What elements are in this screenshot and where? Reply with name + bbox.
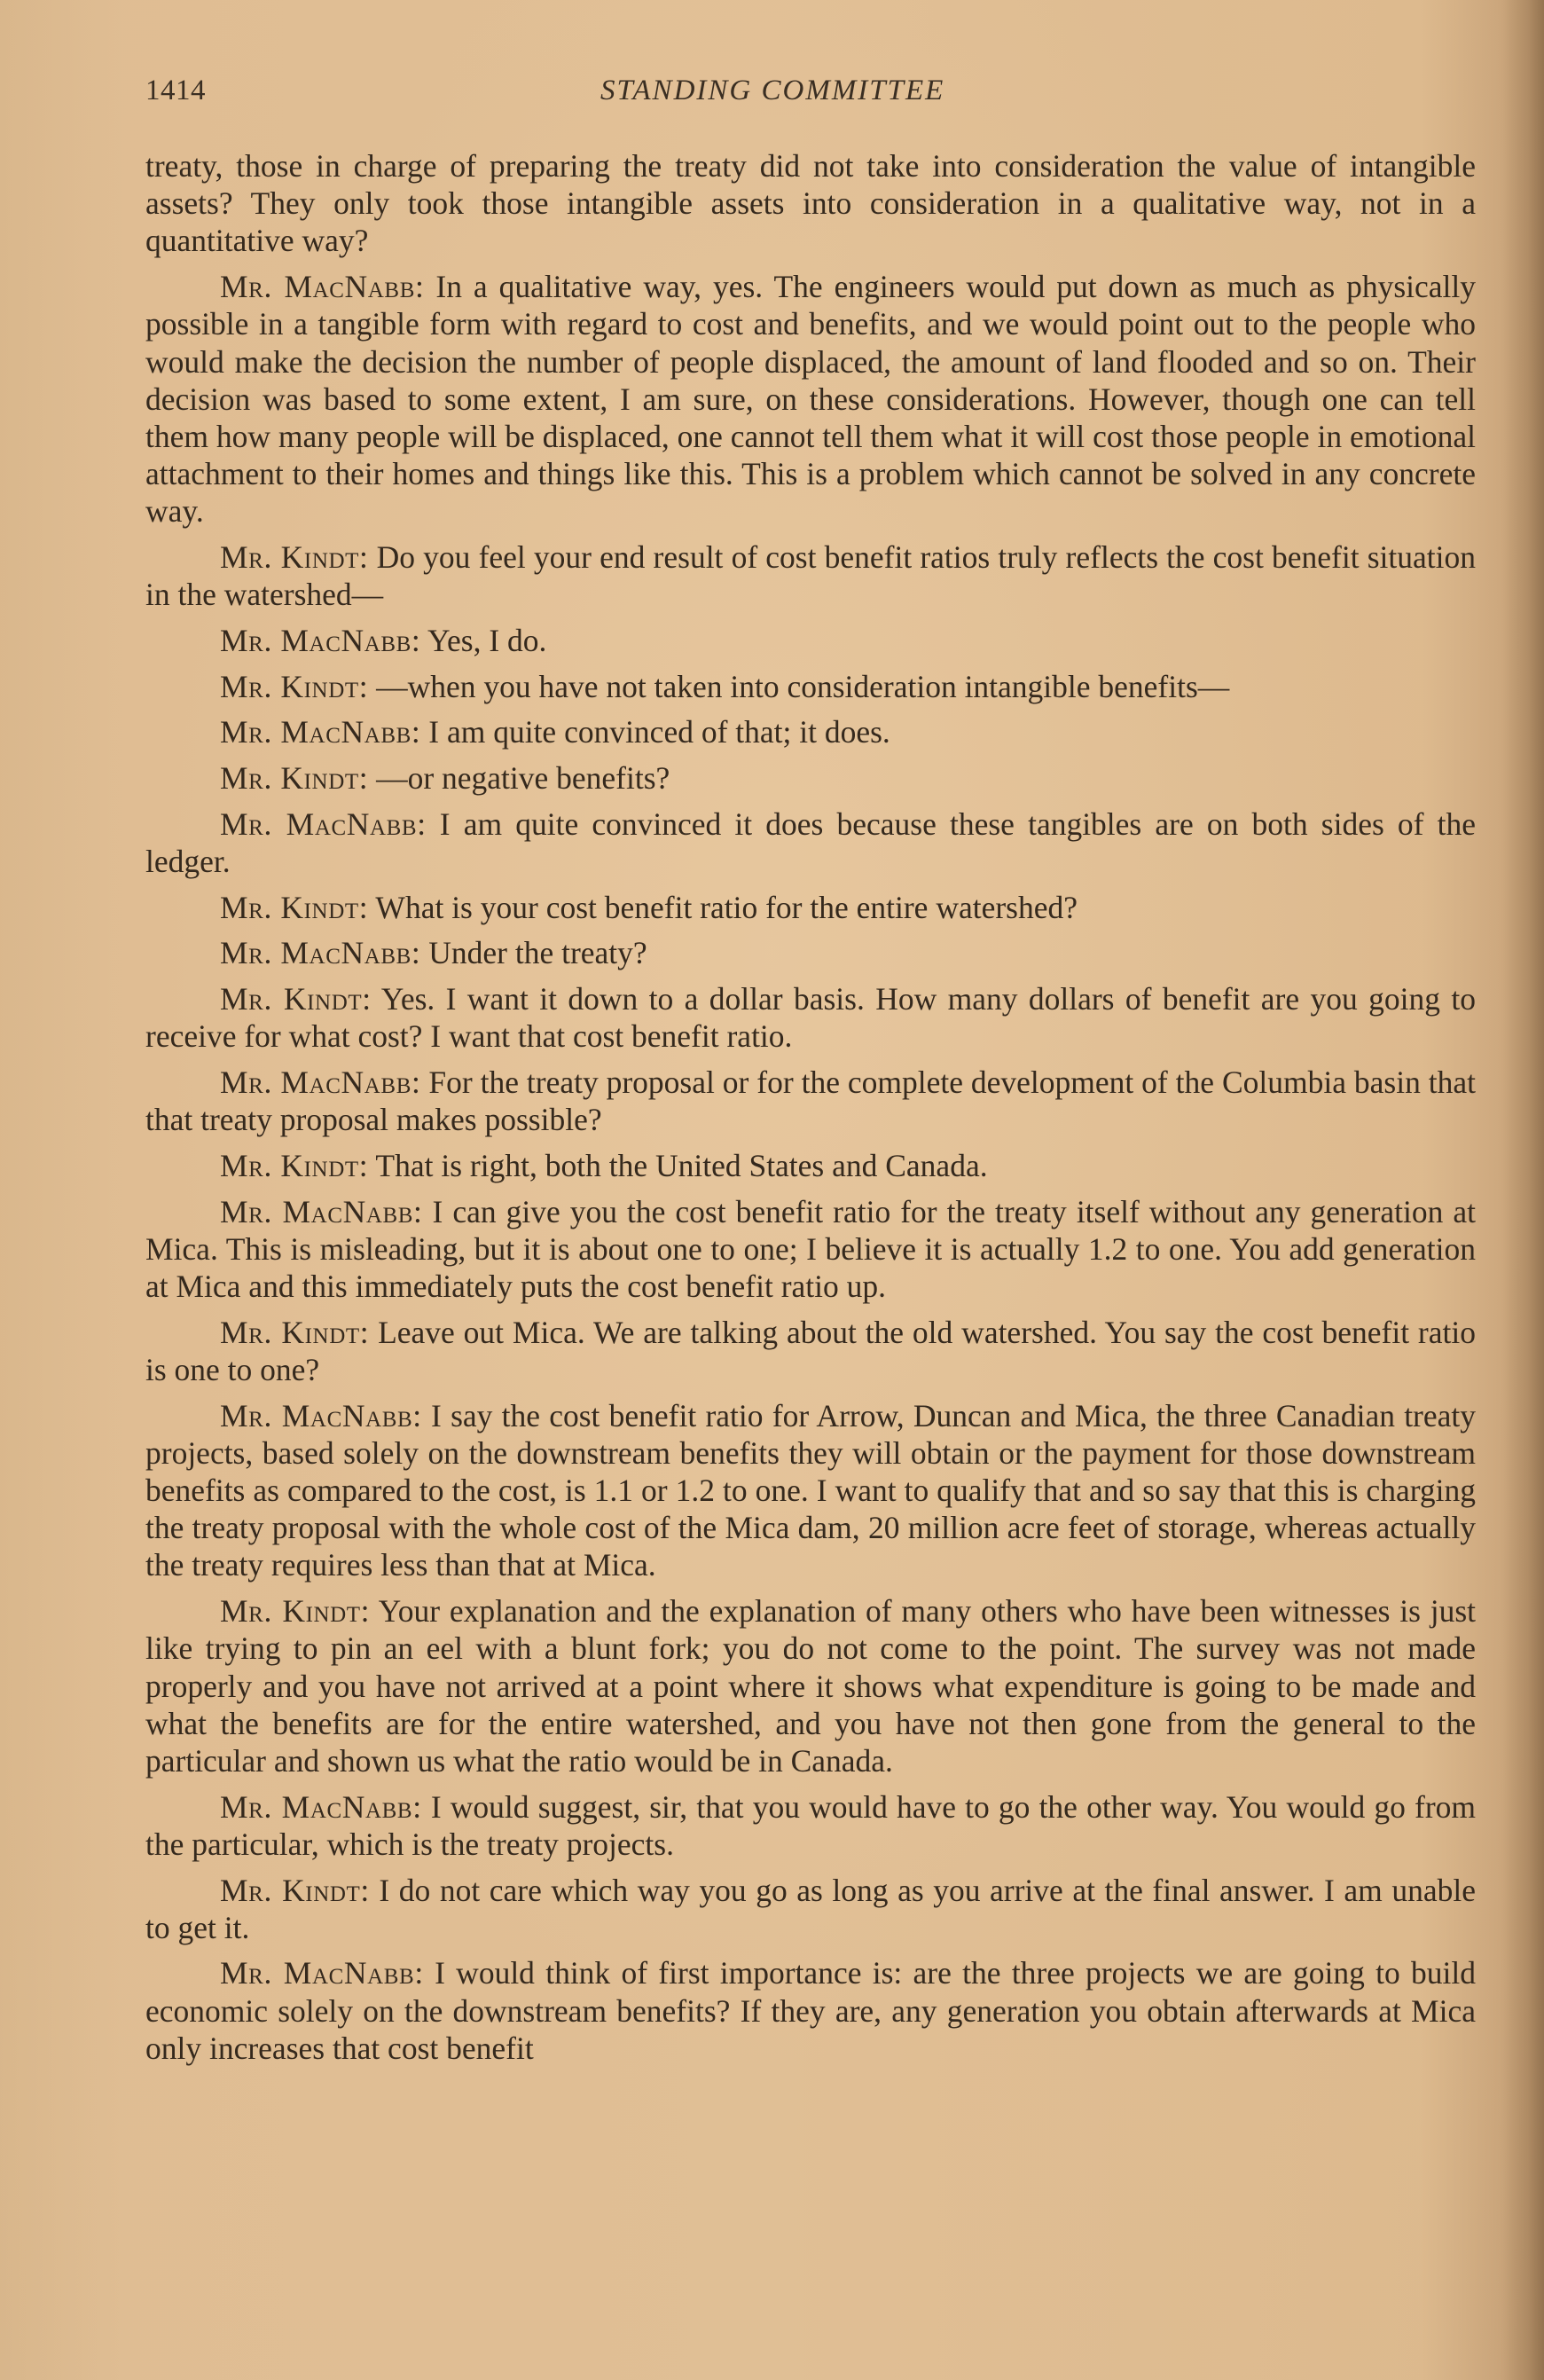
paragraph-text: Yes. I want it down to a dollar basis. How many dollars of benefit are you going to receive for what cost? I want that cost benefit ratio. [145, 981, 1476, 1055]
paragraph-text: Under the treaty? [420, 935, 647, 971]
page-header [145, 75, 1476, 119]
speaker-name: Mr. MacNabb: [220, 1193, 423, 1229]
speaker-name: Mr. MacNabb: [220, 1788, 422, 1825]
paragraph-text: Do you feel your end result of cost benefit ratios truly reflects the cost benefit situation in the watershed— [145, 539, 1476, 613]
speaker-name: Mr. MacNabb: [220, 935, 421, 971]
paragraph [145, 1954, 1476, 2067]
running-head: STANDING COMMITTEE [600, 75, 945, 106]
speaker-name: Mr. Kindt: [220, 1872, 370, 1908]
paragraph-text: —or negative benefits? [368, 760, 670, 797]
paragraph [145, 980, 1476, 1055]
paragraph-text: I would suggest, sir, that you would have to go the other way. You would go from the particular, which is the treaty projects. [145, 1788, 1477, 1862]
speaker-name: Mr. Kindt: [220, 668, 369, 704]
paragraph [145, 268, 1476, 530]
paragraph-text: I am quite convinced of that; it does. [420, 714, 890, 750]
paragraph [145, 1147, 1476, 1184]
paragraph [145, 1397, 1476, 1584]
speaker-name: Mr. MacNabb: [220, 1397, 422, 1433]
paragraph-text: —when you have not taken into consideration intangible benefits— [368, 668, 1230, 704]
paragraph-text: I do not care which way you go as long as you arrive at the final answer. I am unable to get it. [145, 1872, 1476, 1945]
speaker-name: Mr. Kindt: [220, 1314, 370, 1350]
speaker-name: Mr. Kindt: [220, 760, 369, 797]
paragraph [145, 1592, 1476, 1779]
speaker-name: Mr. MacNabb: [220, 805, 427, 842]
speaker-name: Mr. Kindt: [220, 889, 369, 925]
page-number: 1414 [145, 75, 206, 106]
paragraph [145, 759, 1476, 797]
paragraph-text: I can give you the cost benefit ratio for the treaty itself without any generation at Mica. This is misleading, but it is about one to one; I believe it is actually 1.2 to one. You add generation at Mica and this immediately puts the cost benefit ratio up. [145, 1193, 1477, 1304]
speaker-name: Mr. MacNabb: [220, 622, 421, 658]
paragraph-text: That is right, both the United States and Canada. [368, 1147, 988, 1183]
paragraph [145, 1788, 1476, 1863]
paragraph [145, 805, 1476, 880]
paragraph-text: Your explanation and the explanation of many others who have been witnesses is just like trying to pin an eel with a blunt fork; you do not come to the point. The survey was not made properly and you have not arrived at a point where it shows what expenditure is going to be made and what the benefits are for the entire watershed, and you have not then gone from the general to the particular and shown us what the ratio would be in Canada. [145, 1593, 1476, 1779]
paragraph-text: For the treaty proposal or for the complete development of the Columbia basin that that treaty proposal makes possible? [145, 1064, 1476, 1138]
paragraph [145, 147, 1476, 260]
paragraph-text: I say the cost benefit ratio for Arrow, Duncan and Mica, the three Canadian treaty projects, based solely on the downstream benefits they will obtain or the payment for those downstream benefits as compared to the cost, is 1.1 or 1.2 to one. I want to qualify that and so say that this is charging the treaty proposal with the whole cost of the Mica dam, 20 million acre feet of storage, whereas actually the treaty requires less than that at Mica. [145, 1397, 1477, 1583]
speaker-name: Mr. Kindt: [220, 981, 372, 1017]
paragraph [145, 668, 1476, 705]
paragraph [145, 934, 1476, 971]
speaker-name: Mr. MacNabb: [220, 1955, 424, 1991]
paragraph [145, 1193, 1476, 1306]
paragraph [145, 622, 1476, 659]
speaker-name: Mr. MacNabb: [220, 269, 425, 305]
paragraph [145, 1314, 1476, 1388]
paragraph [145, 1872, 1476, 1946]
speaker-name: Mr. Kindt: [220, 1593, 371, 1630]
paragraph-text: I am quite convinced it does because these tangibles are on both sides of the ledger. [145, 805, 1476, 879]
paragraph [145, 538, 1476, 613]
paragraph [145, 889, 1476, 926]
paragraph-text: I would think of first importance is: are the three projects we are going to build economic solely on the downstream benefits? If they are, any generation you obtain afterwards at Mica only increases that cost benefit [145, 1955, 1476, 2066]
speaker-name: Mr. MacNabb: [220, 714, 421, 750]
paragraph-text: treaty, those in charge of preparing the treaty did not take into consideration the value of intangible assets? They only took those intangible assets into consideration in a qualitative way, not in a quantitative way? [145, 148, 1476, 259]
paragraph-text: In a qualitative way, yes. The engineers would put down as much as physically possible in a tangible form with regard to cost and benefits, and we would point out to the people who would make the decision the number of people displaced, the amount of land flooded and so on. Their decision was based to some extent, I am sure, on these considerations. However, though one can tell them how many people will be displaced, one cannot tell them what it will cost those people in emotional attachment to their homes and things like this. This is a problem which cannot be solved in any concrete way. [145, 269, 1477, 530]
paragraph [145, 713, 1476, 750]
paragraph-text: Yes, I do. [420, 622, 547, 658]
transcript-body [145, 147, 1476, 2076]
paragraph-text: Leave out Mica. We are talking about the old watershed. You say the cost benefit ratio is one to one? [145, 1314, 1476, 1387]
paragraph [145, 1064, 1476, 1138]
paragraph-text: What is your cost benefit ratio for the entire watershed? [368, 889, 1078, 925]
speaker-name: Mr. MacNabb: [220, 1064, 421, 1100]
speaker-name: Mr. Kindt: [220, 539, 369, 576]
speaker-name: Mr. Kindt: [220, 1147, 369, 1183]
